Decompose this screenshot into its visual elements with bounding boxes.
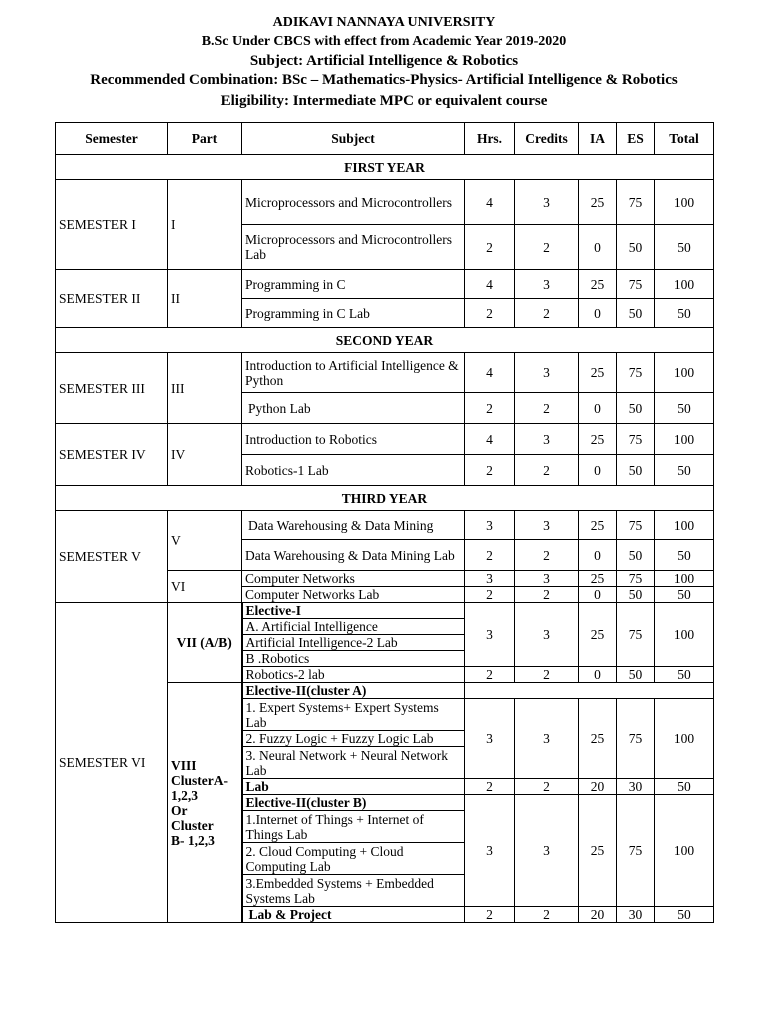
hrs-cell: 4 bbox=[465, 424, 515, 455]
subject-cell: A. Artificial Intelligence bbox=[242, 619, 465, 635]
subject-cell: Robotics-1 Lab bbox=[242, 455, 465, 486]
ia-cell: 25 bbox=[579, 795, 617, 907]
total-cell: 50 bbox=[655, 779, 714, 795]
col-header: Credits bbox=[515, 123, 579, 155]
subject-cell: B .Robotics bbox=[242, 651, 465, 667]
semester-cell: SEMESTER IV bbox=[56, 424, 168, 486]
col-header: Part bbox=[168, 123, 242, 155]
ia-cell: 20 bbox=[579, 779, 617, 795]
credits-cell: 2 bbox=[515, 667, 579, 683]
subject-cell: 3. Neural Network + Neural Network Lab bbox=[242, 747, 465, 779]
subject-cell: Python Lab bbox=[242, 393, 465, 424]
total-cell: 100 bbox=[655, 511, 714, 540]
table-row bbox=[56, 270, 714, 299]
credits-cell: 2 bbox=[515, 907, 579, 923]
part-cell: III bbox=[168, 353, 242, 424]
subject-cell: 1.Internet of Things + Internet of Things Lab bbox=[242, 811, 465, 843]
part-cell: V bbox=[168, 511, 242, 571]
es-cell: 50 bbox=[617, 299, 655, 328]
es-cell: 75 bbox=[617, 511, 655, 540]
credits-cell: 3 bbox=[515, 424, 579, 455]
ia-cell: 25 bbox=[579, 571, 617, 587]
total-cell: 100 bbox=[655, 424, 714, 455]
subject-cell: Programming in C bbox=[242, 270, 465, 299]
subject-cell: Computer Networks Lab bbox=[242, 587, 465, 603]
hrs-cell: 3 bbox=[465, 511, 515, 540]
es-cell: 75 bbox=[617, 795, 655, 907]
total-cell: 50 bbox=[655, 393, 714, 424]
es-cell: 30 bbox=[617, 779, 655, 795]
subject-cell: Microprocessors and Microcontrollers Lab bbox=[242, 225, 465, 270]
hrs-cell: 2 bbox=[465, 299, 515, 328]
hrs-cell: 2 bbox=[465, 667, 515, 683]
part-cell: II bbox=[168, 270, 242, 328]
ia-cell: 0 bbox=[579, 225, 617, 270]
es-cell: 75 bbox=[617, 603, 655, 667]
subject-line: Subject: Artificial Intelligence & Robotics bbox=[249, 53, 519, 69]
credits-cell: 2 bbox=[515, 779, 579, 795]
hrs-cell: 3 bbox=[465, 571, 515, 587]
part-cell bbox=[168, 683, 242, 923]
hrs-cell: 3 bbox=[465, 795, 515, 907]
part-cell: IV bbox=[168, 424, 242, 486]
subject-cell: Microprocessors and Microcontrollers bbox=[242, 180, 465, 225]
ia-cell: 0 bbox=[579, 587, 617, 603]
total-cell: 50 bbox=[655, 587, 714, 603]
col-header: Semester bbox=[56, 123, 168, 155]
subject-cell: Robotics-2 lab bbox=[242, 667, 465, 683]
part-viii-line: ClusterA- bbox=[171, 772, 228, 788]
hrs-cell: 3 bbox=[465, 603, 515, 667]
year-heading: THIRD YEAR bbox=[56, 486, 714, 511]
es-cell: 50 bbox=[617, 225, 655, 270]
total-cell: 100 bbox=[655, 795, 714, 907]
credits-cell: 2 bbox=[515, 587, 579, 603]
hrs-cell: 4 bbox=[465, 270, 515, 299]
university-title: ADIKAVI NANNAYA UNIVERSITY bbox=[272, 15, 496, 30]
hrs-cell: 4 bbox=[465, 353, 515, 393]
total-cell: 100 bbox=[655, 353, 714, 393]
subject-cell: Lab & Project bbox=[242, 907, 465, 923]
total-cell: 50 bbox=[655, 540, 714, 571]
credits-cell: 2 bbox=[515, 540, 579, 571]
es-cell: 75 bbox=[617, 424, 655, 455]
subject-cell: 1. Expert Systems+ Expert Systems Lab bbox=[242, 699, 465, 731]
subject-cell: Computer Networks bbox=[242, 571, 465, 587]
col-header: Subject bbox=[242, 123, 465, 155]
ia-cell: 25 bbox=[579, 180, 617, 225]
hrs-cell: 2 bbox=[465, 779, 515, 795]
credits-cell: 3 bbox=[515, 699, 579, 779]
program-line: B.Sc Under CBCS with effect from Academic Year 2019-2020 bbox=[201, 34, 567, 49]
total-cell: 50 bbox=[655, 455, 714, 486]
elective-title: Elective-II(cluster B) bbox=[242, 795, 465, 811]
hrs-cell: 2 bbox=[465, 587, 515, 603]
semester-cell: SEMESTER III bbox=[56, 353, 168, 424]
subject-cell: Programming in C Lab bbox=[242, 299, 465, 328]
ia-cell: 25 bbox=[579, 424, 617, 455]
es-cell: 30 bbox=[617, 907, 655, 923]
total-cell: 50 bbox=[655, 225, 714, 270]
subject-cell: 2. Fuzzy Logic + Fuzzy Logic Lab bbox=[242, 731, 465, 747]
hrs-cell: 2 bbox=[465, 225, 515, 270]
table-row bbox=[56, 424, 714, 455]
elective-title: Elective-II(cluster A) bbox=[242, 683, 465, 699]
total-cell: 100 bbox=[655, 180, 714, 225]
ia-cell: 0 bbox=[579, 455, 617, 486]
credits-cell: 3 bbox=[515, 180, 579, 225]
hrs-cell: 2 bbox=[465, 393, 515, 424]
combination-line: Recommended Combination: BSc – Mathematics-Physics- Artificial Intelligence & Robotics bbox=[90, 72, 678, 88]
col-header: Hrs. bbox=[465, 123, 515, 155]
ia-cell: 25 bbox=[579, 699, 617, 779]
curriculum-table bbox=[55, 122, 714, 923]
subject-cell: Data Warehousing & Data Mining bbox=[242, 511, 465, 540]
total-cell: 50 bbox=[655, 667, 714, 683]
semester-cell: SEMESTER VI bbox=[56, 603, 168, 923]
hrs-cell: 2 bbox=[465, 907, 515, 923]
hrs-cell: 2 bbox=[465, 540, 515, 571]
year-heading: FIRST YEAR bbox=[56, 155, 714, 180]
credits-cell: 3 bbox=[515, 603, 579, 667]
credits-cell: 2 bbox=[515, 455, 579, 486]
part-viii-line: Or bbox=[171, 802, 188, 818]
subject-cell: Introduction to Robotics bbox=[242, 424, 465, 455]
total-cell: 100 bbox=[655, 699, 714, 779]
ia-cell: 25 bbox=[579, 270, 617, 299]
hrs-cell: 4 bbox=[465, 180, 515, 225]
year-heading: SECOND YEAR bbox=[56, 328, 714, 353]
col-header: Total bbox=[655, 123, 714, 155]
ia-cell: 25 bbox=[579, 511, 617, 540]
credits-cell: 3 bbox=[515, 353, 579, 393]
hrs-cell: 3 bbox=[465, 699, 515, 779]
part-cell: VI bbox=[168, 571, 242, 603]
total-cell: 100 bbox=[655, 603, 714, 667]
subject-cell: 2. Cloud Computing + Cloud Computing Lab bbox=[242, 843, 465, 875]
es-cell: 75 bbox=[617, 571, 655, 587]
total-cell: 50 bbox=[655, 299, 714, 328]
es-cell: 75 bbox=[617, 699, 655, 779]
credits-cell: 2 bbox=[515, 299, 579, 328]
table-row bbox=[56, 511, 714, 540]
part-viii-line: B- 1,2,3 bbox=[171, 832, 215, 848]
eligibility-line: Eligibility: Intermediate MPC or equivalent course bbox=[220, 93, 548, 109]
part-viii-line: Cluster bbox=[171, 817, 214, 833]
total-cell: 100 bbox=[655, 571, 714, 587]
hrs-cell: 2 bbox=[465, 455, 515, 486]
table-header-row bbox=[56, 123, 714, 155]
ia-cell: 0 bbox=[579, 667, 617, 683]
elective-title: Elective-I bbox=[242, 603, 465, 619]
credits-cell: 2 bbox=[515, 393, 579, 424]
es-cell: 50 bbox=[617, 393, 655, 424]
es-cell: 75 bbox=[617, 353, 655, 393]
credits-cell: 3 bbox=[515, 795, 579, 907]
ia-cell: 25 bbox=[579, 353, 617, 393]
subject-cell: 3.Embedded Systems + Embedded Systems Lab bbox=[242, 875, 465, 907]
part-viii-line: 1,2,3 bbox=[171, 787, 198, 803]
semester-cell: SEMESTER II bbox=[56, 270, 168, 328]
credits-cell: 3 bbox=[515, 270, 579, 299]
es-cell: 50 bbox=[617, 540, 655, 571]
total-cell: 50 bbox=[655, 907, 714, 923]
table-row bbox=[56, 180, 714, 225]
total-cell: 100 bbox=[655, 270, 714, 299]
credits-cell: 3 bbox=[515, 571, 579, 587]
table-row bbox=[56, 603, 714, 619]
credits-cell: 3 bbox=[515, 511, 579, 540]
ia-cell: 0 bbox=[579, 393, 617, 424]
col-header: ES bbox=[617, 123, 655, 155]
ia-cell: 0 bbox=[579, 299, 617, 328]
col-header: IA bbox=[579, 123, 617, 155]
part-cell: VII (A/B) bbox=[168, 603, 242, 683]
semester-cell: SEMESTER I bbox=[56, 180, 168, 270]
part-viii-line: VIII bbox=[171, 757, 197, 773]
credits-cell: 2 bbox=[515, 225, 579, 270]
es-cell: 50 bbox=[617, 587, 655, 603]
ia-cell: 0 bbox=[579, 540, 617, 571]
ia-cell: 25 bbox=[579, 603, 617, 667]
es-cell: 75 bbox=[617, 270, 655, 299]
part-cell: I bbox=[168, 180, 242, 270]
es-cell: 50 bbox=[617, 667, 655, 683]
es-cell: 50 bbox=[617, 455, 655, 486]
subject-cell: Lab bbox=[242, 779, 465, 795]
table-row bbox=[56, 353, 714, 393]
semester-cell: SEMESTER V bbox=[56, 511, 168, 603]
subject-cell: Artificial Intelligence-2 Lab bbox=[242, 635, 465, 651]
ia-cell: 20 bbox=[579, 907, 617, 923]
subject-cell: Introduction to Artificial Intelligence & Python bbox=[242, 353, 465, 393]
subject-cell: Data Warehousing & Data Mining Lab bbox=[242, 540, 465, 571]
es-cell: 75 bbox=[617, 180, 655, 225]
